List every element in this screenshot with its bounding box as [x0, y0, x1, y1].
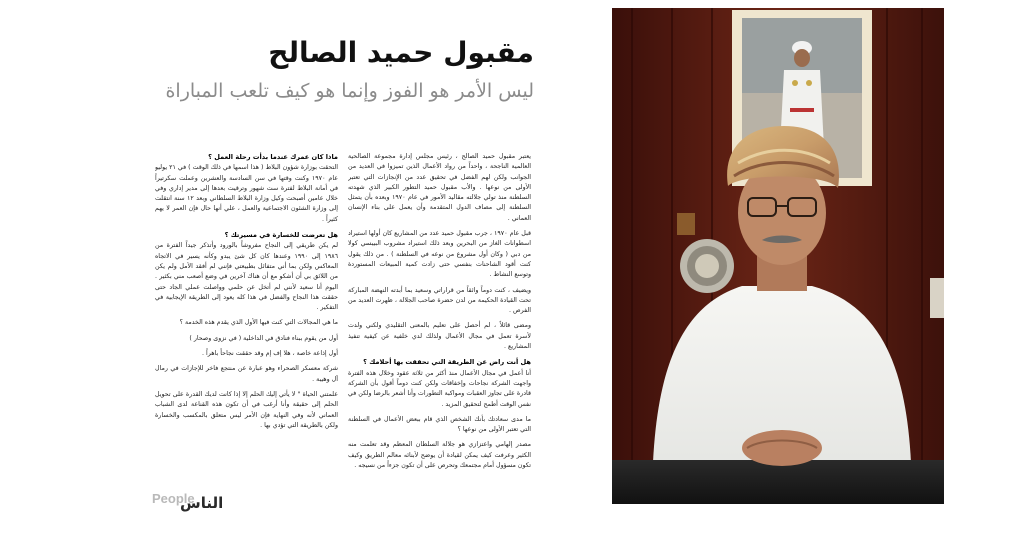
article-paragraph: أول إذاعة خاصة ، هلا إف إم وقد حققت نجاحاً باهراً .	[202, 350, 338, 358]
article-paragraph: أنا أعمل في مجال الأعمال منذ أكثر من ثلاثة عقود وخلال هذه الفترة واجهت الشركة نجاحات وإخفاقات ولكن كنت دوماً أقول بأن الشركة قادرة على تجاوز العقبات ومواكبة التطورات وأنا أشعر بالرضا ولكن في نفس الوقت أطمح لتحقيق المزيد .	[348, 369, 531, 408]
clasped-hands	[742, 430, 822, 466]
article-paragraph: أول من يقوم ببناء فنادق في الداخلية ( في نزوى وصحار )	[189, 334, 338, 342]
article-paragraph: ومضى قائلاً ، لم أحصل على تعليم بالمعنى التقليدي ولكني ولدت لأسرة تعمل في مجال الأعمال ولذلك لدي خلفية عن كيفية تنفيذ المشاريع .	[348, 322, 531, 351]
article-paragraph: يعتبر مقبول حميد الصالح ، رئيس مجلس إدارة مجموعة الصالحية العالمية الناجحة ، واحداً من رواد الأعمال الذين تميزوا في العديد من الجوانب ولكن لهم الفضل في تحقيق عدد من الإنجازات التي تعتبر الأولى من نوعها . والأب مقبول حميد التطور الكبير الذي شهدته السلطنة منذ تولي جلالته مقاليد الأمور في عام ١٩٧٠ وبعده بأن يتمثل السلطنة إلى مصاف الدول المتقدمة وأن يعمل على بناء الإنسان العماني .	[348, 153, 531, 222]
article-paragraph: ويضيف ، كنت دوماً وائقاً من قراراتي وسعيد بما أبدته النهضة المباركة تحت القيادة الحكيمة من لدن حضرة صاحب الجلالة ، ظهرت العديد من الفرص .	[348, 286, 531, 315]
article-paragraph: علمتني الحياة " لا يأتي إليك الحلم إلا إذا كانت لديك القدرة على تحويل الحلم إلى حقيقة وأنا أرغب في أن تكون هذه القناعة لدى الشباب العماني لأنه وفي النهاية فإن الأمر ليس متعلق بالمكسب والخسارة ولكن بالطريقة التي تؤدي بها .	[155, 390, 338, 429]
logo-arabic-text: الناس	[180, 494, 224, 512]
desk	[612, 460, 944, 504]
interview-question: ماذا كان عمرك عندما بدأت رحلة العمل ؟	[208, 153, 338, 161]
interview-question: هل تعرضت للخسارة في مسيرتك ؟	[224, 231, 338, 240]
article-subtitle: ليس الأمر هو الفوز وإنما هو كيف تلعب المباراة	[165, 80, 534, 102]
article-paragraph: شركة معسكر الصحراء وهو عبارة عن منتجع فاخر للإجازات في رمال آل وهيبة .	[155, 365, 338, 383]
portrait-illustration	[612, 8, 944, 504]
portrait-photo	[612, 8, 944, 504]
article-column-right	[348, 152, 531, 492]
article-title: مقبول حميد الصالح	[268, 36, 534, 69]
article-paragraph: قبل عام ١٩٧٠ ، جرب مقبول حميد عدد من المشاريع كان أولها استيراد اسطوانات الغاز من البحرين وبعد ذلك استيراد مشروب البيبسي كولا من دبي ( وكان أول مشروع من نوعه في السلطنة ) . من ذلك يقول كنت أقود الشاحنات بنفسي حتى زادت كمية المبيعات المستوردة وتوسع النشاط .	[348, 230, 531, 279]
article-paragraph: التحقت بوزارة شؤون البلاط ( هذا اسمها في ذلك الوقت ) في ٢١ يوليو عام ١٩٧٠ وكنت وقتها في سن السادسة والعشرين وعملت سكرتيراً في أمانة البلاط لفترة ست شهور وترقيت بعدها إلى مدير إداري وفي خلال عامين أصبحت وكيل وزارة البلاط السلطاني وبعد ١٢ سنة انتقلت إلى وزارة الشئون الاجتماعية والعمل ، علي أنها حال فإن العمر لا يهم كثيراً .	[155, 164, 338, 223]
article-paragraph: لم يكن طريقي إلى النجاح مفروشاً بالورود وأتذكر جيداً الفترة من ١٩٨٦ إلى ١٩٩٠ وعندها كان كل شئ يبدو وكأنه يسير في الاتجاه المعاكس ولكن بما أني متفائل بطبيعتي فإنني لم أفقد الأمل ولم يكن من اللائق بي أن أشكو مع أن هناك آخرين في وضع أصعب مني بكثير . اليوم أنا سعيد لأنني لم أتخل عن حلمي وواصلت عملي الجاد حتى حققت هذا النجاح والفضل في هذا كله يعود إلى الطريقة الإيجابية في التفكير .	[155, 242, 338, 312]
article-paragraph: ما هي المجالات التي كنت فيها الأول الذي يقدم هذه الخدمة ؟	[179, 319, 338, 327]
article-paragraph: ما مدى سعادتك بأنك الشخص الذي قام ببعض الأعمال في السلطنة التي تعتبر الأولى من نوعها ؟	[348, 415, 531, 434]
article-column-left	[155, 152, 338, 462]
magazine-logo	[150, 486, 230, 518]
interview-question: هل أنت راض عن الطريقة التي تحققت بها أحلامك ؟	[363, 358, 531, 367]
logo-latin-text: People	[152, 491, 195, 506]
article-paragraph: مصدر إلهامي واعتزازي هو جلالة السلطان المعظم وقد تعلمت منه الكثير وعرفت كيف يمكن لقيادة أن يوضح لأبنائه معالم الطريق وكيف تكون مسؤول أمام مجتمعك وتحرص على أن تكون جزءاً من نسيجه .	[348, 441, 531, 470]
